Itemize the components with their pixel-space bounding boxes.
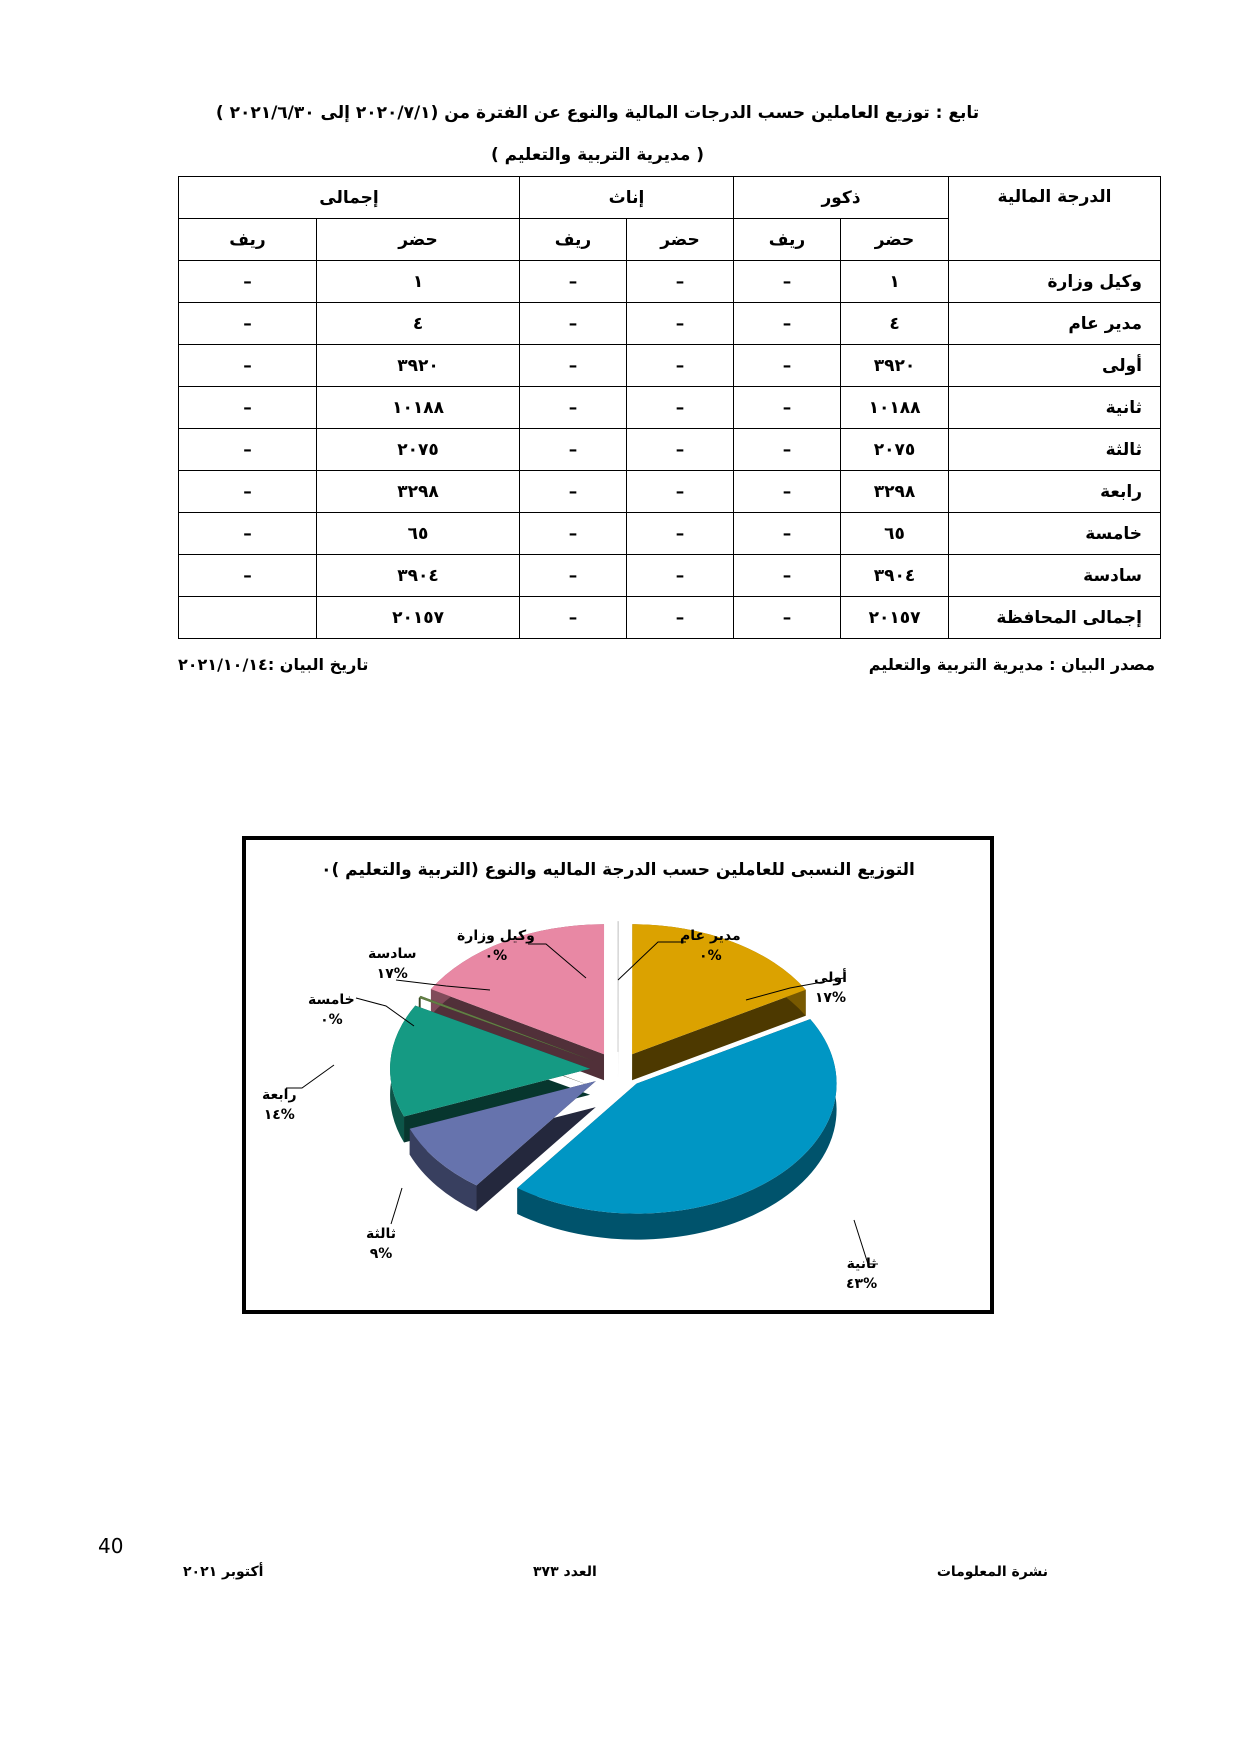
- table-cell: –: [520, 345, 627, 387]
- table-row: [179, 345, 1161, 387]
- chart-title: التوزيع النسبى للعاملين حسب الدرجة الماليه والنوع (التربية والتعليم )٠: [321, 860, 915, 880]
- slice-pct: %٠: [320, 1012, 343, 1028]
- table-cell: ٣٩٠٤: [317, 555, 520, 597]
- table-cell: ٢٠٧٥: [841, 429, 949, 471]
- label-khamesa: [308, 990, 355, 1030]
- row-label: إجمالى المحافظة: [949, 597, 1161, 639]
- table-cell: –: [520, 303, 627, 345]
- table-cell: –: [520, 597, 627, 639]
- slice-label: سادسة: [368, 946, 417, 962]
- table-cell: [179, 597, 317, 639]
- table-cell: –: [179, 261, 317, 303]
- table-cell: –: [179, 471, 317, 513]
- table-cell: –: [520, 471, 627, 513]
- header-female: إناث: [520, 177, 734, 219]
- page-subtitle: ( مديرية التربية والتعليم ): [490, 145, 705, 165]
- table-cell: –: [734, 303, 841, 345]
- table-cell: –: [520, 429, 627, 471]
- table-cell: ٦٥: [317, 513, 520, 555]
- table-cell: –: [627, 345, 734, 387]
- table-cell: –: [627, 387, 734, 429]
- source-note: مصدر البيان : مديرية التربية والتعليم: [868, 655, 1155, 674]
- slice-pct: %٤٣: [846, 1276, 878, 1292]
- grade-distribution-table: [178, 176, 1161, 639]
- label-sadesa: [368, 944, 416, 984]
- leader-line: [391, 1188, 402, 1224]
- header-total: إجمالى: [179, 177, 520, 219]
- page-number: 40: [98, 1534, 124, 1558]
- header-grade: الدرجة المالية: [949, 177, 1161, 261]
- label-rabea: [262, 1085, 297, 1125]
- row-label: مدير عام: [949, 303, 1161, 345]
- label-thania: [846, 1254, 877, 1294]
- table-cell: –: [179, 345, 317, 387]
- table-row: [179, 387, 1161, 429]
- row-label: سادسة: [949, 555, 1161, 597]
- table-cell: –: [520, 555, 627, 597]
- table-cell: –: [179, 303, 317, 345]
- row-label: ثالثة: [949, 429, 1161, 471]
- slice-pct: %٩: [369, 1246, 393, 1262]
- footer-month: أكتوبر ٢٠٢١: [183, 1564, 264, 1580]
- table-cell: ٤: [317, 303, 520, 345]
- slice-label: مدير عام: [680, 928, 741, 944]
- table-cell: –: [734, 261, 841, 303]
- table-cell: –: [734, 513, 841, 555]
- slice-label: ثالثة: [366, 1226, 396, 1242]
- header-female-rural: ريف: [520, 219, 627, 261]
- table-cell: –: [734, 345, 841, 387]
- table-cell: ٤: [841, 303, 949, 345]
- table-cell: –: [179, 429, 317, 471]
- date-note: تاريخ البيان :٢٠٢١/١٠/١٤: [178, 655, 369, 674]
- label-mudeer: [680, 926, 741, 966]
- table-cell: ١: [317, 261, 520, 303]
- row-label: خامسة: [949, 513, 1161, 555]
- table-cell: ٢٠١٥٧: [317, 597, 520, 639]
- table-cell: –: [520, 513, 627, 555]
- table-cell: –: [520, 261, 627, 303]
- table-cell: –: [627, 597, 734, 639]
- header-total-rural: ريف: [179, 219, 317, 261]
- table-cell: ٣٢٩٨: [317, 471, 520, 513]
- footer-issue: العدد ٣٧٣: [533, 1564, 597, 1580]
- slice-pct: %١٧: [814, 990, 847, 1006]
- row-label: رابعة: [949, 471, 1161, 513]
- slice-pct: %١٤: [263, 1107, 295, 1123]
- table-cell: –: [627, 303, 734, 345]
- slice-label: أولى: [814, 970, 847, 986]
- table-cell: –: [734, 387, 841, 429]
- slice-label: خامسة: [308, 992, 355, 1008]
- table-cell: –: [520, 387, 627, 429]
- table-cell: ٣٩٢٠: [317, 345, 520, 387]
- header-total-urban: حضر: [317, 219, 520, 261]
- slice-pct: %٠: [699, 948, 722, 964]
- slice-label: رابعة: [262, 1087, 297, 1103]
- table-cell: ٢٠١٥٧: [841, 597, 949, 639]
- table-cell: –: [179, 555, 317, 597]
- table-cell: ٦٥: [841, 513, 949, 555]
- label-thaletha: [366, 1224, 396, 1264]
- header-male-rural: ريف: [734, 219, 841, 261]
- page-title: تابع : توزيع العاملين حسب الدرجات المالية والنوع عن الفترة من (٢٠٢٠/٧/١ إلى ٢٠٢١/٦/٣٠ ): [215, 103, 980, 123]
- table-row: [179, 471, 1161, 513]
- table-row: [179, 513, 1161, 555]
- table-cell: ١٠١٨٨: [841, 387, 949, 429]
- table-cell: –: [734, 555, 841, 597]
- table-cell: ١٠١٨٨: [317, 387, 520, 429]
- table-cell: –: [627, 513, 734, 555]
- table-cell: –: [734, 597, 841, 639]
- table-cell: ٣٢٩٨: [841, 471, 949, 513]
- table-cell: –: [627, 261, 734, 303]
- table-row: [179, 555, 1161, 597]
- footer-publication: نشرة المعلومات: [936, 1564, 1048, 1580]
- table-row-total: [179, 597, 1161, 639]
- table-cell: –: [627, 429, 734, 471]
- header-female-urban: حضر: [627, 219, 734, 261]
- row-label: أولى: [949, 345, 1161, 387]
- slice-label: وكيل وزارة: [457, 928, 535, 944]
- row-label: ثانية: [949, 387, 1161, 429]
- table-row: [179, 261, 1161, 303]
- table-cell: –: [179, 513, 317, 555]
- table-row: [179, 303, 1161, 345]
- table-row: [179, 429, 1161, 471]
- row-label: وكيل وزارة: [949, 261, 1161, 303]
- pie-chart-frame: [242, 836, 994, 1314]
- label-wakeel: [457, 926, 535, 966]
- slice-pct: %٠: [484, 948, 508, 964]
- label-oula: [814, 968, 847, 1008]
- table-cell: –: [627, 471, 734, 513]
- header-male: ذكور: [734, 177, 949, 219]
- table-cell: –: [179, 387, 317, 429]
- table-cell: –: [734, 471, 841, 513]
- table-cell: ٣٩٢٠: [841, 345, 949, 387]
- pie-chart: [246, 840, 990, 1310]
- table-cell: ٢٠٧٥: [317, 429, 520, 471]
- slice-label: ثانية: [846, 1256, 877, 1272]
- header-male-urban: حضر: [841, 219, 949, 261]
- table-cell: –: [734, 429, 841, 471]
- table-cell: –: [627, 555, 734, 597]
- slice-pct: %١٧: [376, 966, 408, 982]
- table-cell: ١: [841, 261, 949, 303]
- table-cell: ٣٩٠٤: [841, 555, 949, 597]
